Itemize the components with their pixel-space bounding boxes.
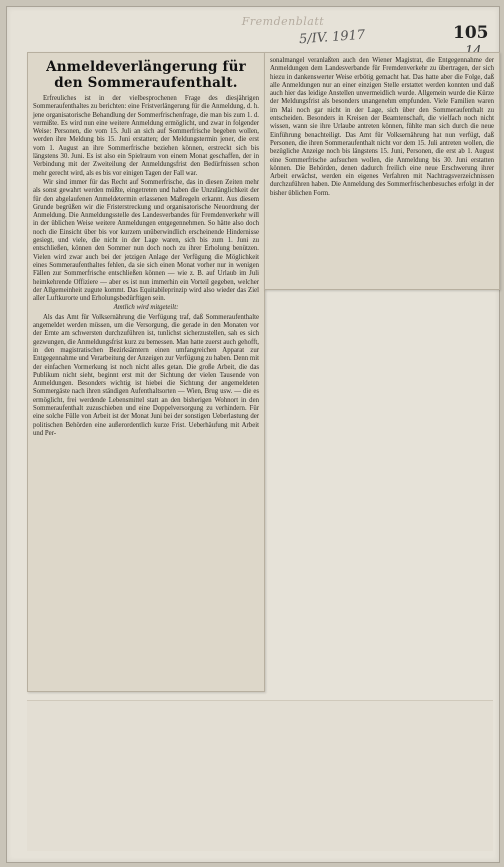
newspaper-stamp: Fremdenblatt (241, 15, 325, 28)
paragraph: sonalmangel veranlaßten auch den Wiener Magistrat, die Entgegennahme der Anmeldungen dem Landesverbande für Fremdenverkehr zu übertragen, der sich hiezu in dankenswerter Weise erbötig gemacht hat. Das hatte aber die Folge, daß alle Anmeldungen nur an einer einzigen Stelle erstattet werden konnten und daß auch hier das leidige Anstellen unvermeidlich wurde. Allgemein wurde die Kürze der Meldungsfrist als besonders unangenehm empfunden. Viele Familien waren im Mai noch gar nicht in der Lage, sich über den Sommeraufenthalt zu entscheiden. Besonders in Kreisen der Beamtenschaft, die vielfach noch nicht wissen, wann sie ihre Urlaube antreten können, fühlte man sich durch die neue Einführung benachteiligt. Das Amt für Volksernährung hat nun verfügt, daß Personen, die ihren Sommeraufenthalt nicht vor dem 15. Juli antreten wollen, die bezügliche Anzeige noch bis längstens 15. Juni, Personen, die erst ab 1. August eine Sommerfrische aufsuchen wollen, die Anmeldung bis 30. Juni erstatten können. Die Behörden, denen dadurch freilich eine neue Erschwerung ihrer Arbeit erwächst, werden ein eigenes Verfahren mit Nachtragsverzeichnissen durchzuführen haben. Die Anmeldung des Sommerfrischenbesuches erfolgt in der bisher üblichen Form. (270, 57, 494, 197)
paragraph: Erfreuliches ist in der vielbesprochenen Frage des diesjährigen Sommeraufenthaltes zu berichten: eine Fristverlängerung für die Anmeldung, d. h. jene organisatorische Behandlung der Sommerfrischenfrage, die man bis zum 1. d. vermißte. Es wird nun eine weitere Anmeldung ermöglicht, und zwar in folgender Weise: Personen, die vom 15. Juli an sich auf Sommerfrische begeben wollen, werden ihre Meldung bis 15. Juni erstatten; der Meldungstermin jener, die erst vom 1. August an ihre Sommerfrische beziehen können, erstreckt sich bis längstens 30. Juni. Es ist also ein Spielraum von einem Monat geschaffen, der in Verbindung mit der Zweiteilung der Anmeldungsfrist den Bedürfnissen schon mehr gerecht wird, als es bis vor einigen Tagen der Fall war. (33, 95, 259, 177)
article-body-right (265, 53, 499, 198)
article-body-left (28, 95, 264, 438)
paragraph: Wir sind immer für das Recht auf Sommerfrische, das in diesen Zeiten mehr als sonst gewahrt werden müßte, eingetreten und haben die Unzulänglichkeit der für den abgelaufenen Anmeldetermin erlassenen Maßregeln erkannt. Aus diesem Grunde begrüßen wir die Fristerstreckung und organisatorische Neuordnung der Anmeldung. Die Anmeldungsstelle des Landesverbandes für Fremdenverkehr will in der üblichen Weise weitere Anmeldungen entgegennehmen. So hätte also doch noch die Einsicht über bis vor kurzem unüberwindlich erscheinende Hindernisse gesiegt, und viele, die nicht in der Lage waren, sich bis zum 1. Juni zu entschließen, können den Sommer nun doch noch zu ihrer Erholung benützen. Vielen wird zwar auch bei der jetzigen Anlage der Verfügung die Möglichkeit eines Sommeraufenthaltes fehlen, da sie sich einen Monat vorher nur in wenigen Fällen zur Sommerfrische entschließen können — wie z. B. auf Urlaub im Juli heimkehrende Offiziere — aber es ist nun immerhin ein Vorteil gegeben, welcher der Allgemeinheit zugute kommt. Das Equitabileprinzip wird also wieder das Ziel aller Luftkurorte und Erholungsbedürftigen sein. (33, 178, 259, 303)
paragraph: Als das Amt für Volksernährung die Verfügung traf, daß Sommeraufenthalte angemeldet werden müssen, um die Versorgung, die gerade in den Monaten vor der Ernte am schwersten durchzuführen ist, tunlichst sicherzustellen, sah es sich gezwungen, die Anmeldungsfrist kurz zu bemessen. Man hatte zuerst auch gehofft, in den magistratischen Bezirksämtern einen umfangreichen Apparat zur Entgegennahme und Verarbeitung der Anzeigen zur Verfügung zu haben. Denn mit der einfachen Vormerkung ist noch nicht alles getan. Die große Arbeit, die das Publikum nicht sieht, beginnt erst mit der Sichtung der vielen Tausende von Anmeldungen. Besonders wichtig ist hiebei die Sichtung der angemeldeten Sommergäste nach ihren ständigen Aufenthaltsorten — Wien, Brug usw. — die es ermöglicht, frei werdende Lebensmittel statt an den bisherigen Wohnort in den Sommeraufenthalt zuzuschieben und eine Doppelversorgung zu verhindern. Für eine solche Fülle von Arbeit ist der Monat Juni bei der sonstigen Ueberlastung der politischen Behörden eine außerordentlich kurze Frist. Ueberhäufung mit Arbeit und Per- (33, 313, 259, 437)
blank-paper-area (27, 700, 493, 851)
handwritten-date: 5/IV. 1917 (298, 27, 366, 48)
clipping-right-column (264, 52, 500, 290)
clipping-left-column (27, 52, 265, 692)
page-number: 105 (453, 23, 489, 43)
article-headline: Anmeldeverlängerung für den Sommeraufenthalt. (46, 59, 246, 91)
article-subhead: Amtlich wird mitgeteilt: (113, 304, 179, 312)
